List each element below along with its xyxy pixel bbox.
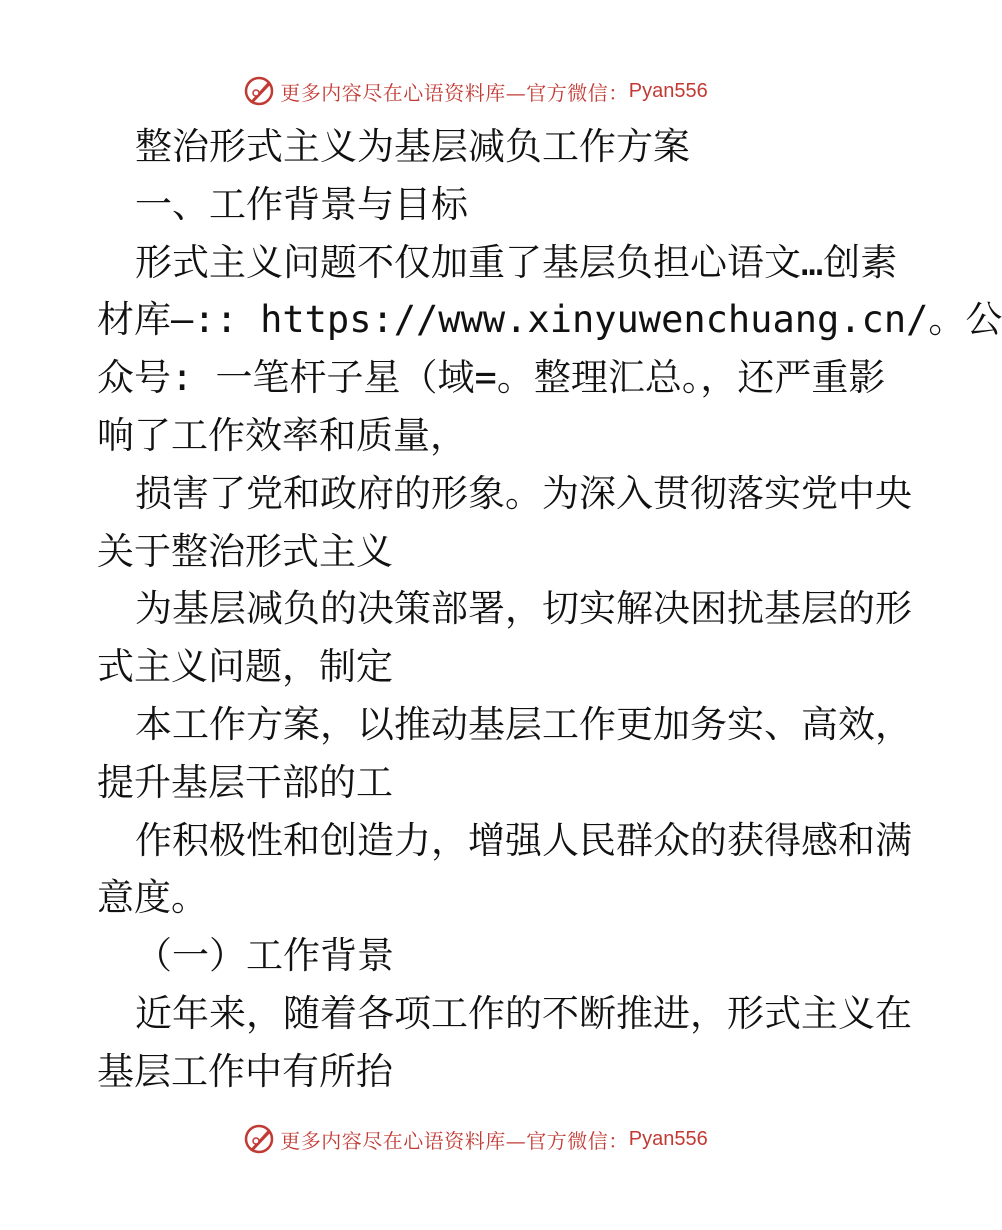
document-title: 整治形式主义为基层减负工作方案 <box>135 125 690 168</box>
paragraph-line: 响了工作效率和质量， <box>97 413 467 457</box>
wechat-id: Pyan556 <box>628 1127 708 1150</box>
footer-banner <box>0 1119 950 1159</box>
subsection-heading: （一）工作背景 <box>135 934 394 978</box>
banner-text: 更多内容尽在心语资料库—官方微信： <box>280 1128 629 1153</box>
paragraph-line: 式主义问题，制定 <box>97 645 393 689</box>
paragraph-line: 为基层减负的决策部署，切实解决困扰基层的形 <box>135 587 912 631</box>
quill-pen-logo-icon <box>242 1122 276 1156</box>
quill-pen-logo-icon <box>242 74 276 108</box>
section-heading: 一、工作背景与目标 <box>135 182 468 226</box>
paragraph-line: 作积极性和创造力，增强人民群众的获得感和满 <box>135 818 912 862</box>
paragraph-line: 本工作方案，以推动基层工作更加务实、高效， <box>135 702 912 746</box>
paragraph-line: 意度。 <box>97 876 208 920</box>
paragraph-line: 关于整治形式主义 <box>97 529 393 573</box>
wechat-id: Pyan556 <box>628 79 708 102</box>
paragraph-line: 众号: 一笔杆子星（域=。整理汇总。，还严重影 <box>97 356 886 400</box>
paragraph-line: 形式主义问题不仅加重了基层负担心语文…创素 <box>135 240 898 284</box>
paragraph-line: 提升基层干部的工 <box>97 760 393 804</box>
document-body <box>97 118 1002 1101</box>
banner-text: 更多内容尽在心语资料库—官方微信： <box>280 80 629 105</box>
paragraph-line: 损害了党和政府的形象。为深入贯彻落实党中央 <box>135 471 912 515</box>
header-banner <box>0 71 950 111</box>
paragraph-line: 基层工作中有所抬 <box>97 1049 393 1093</box>
paragraph-line: 近年来，随着各项工作的不断推进，形式主义在 <box>135 991 912 1035</box>
paragraph-line: 材库—:: https://www.xinyuwenchuang.cn/。公 <box>97 298 1002 342</box>
